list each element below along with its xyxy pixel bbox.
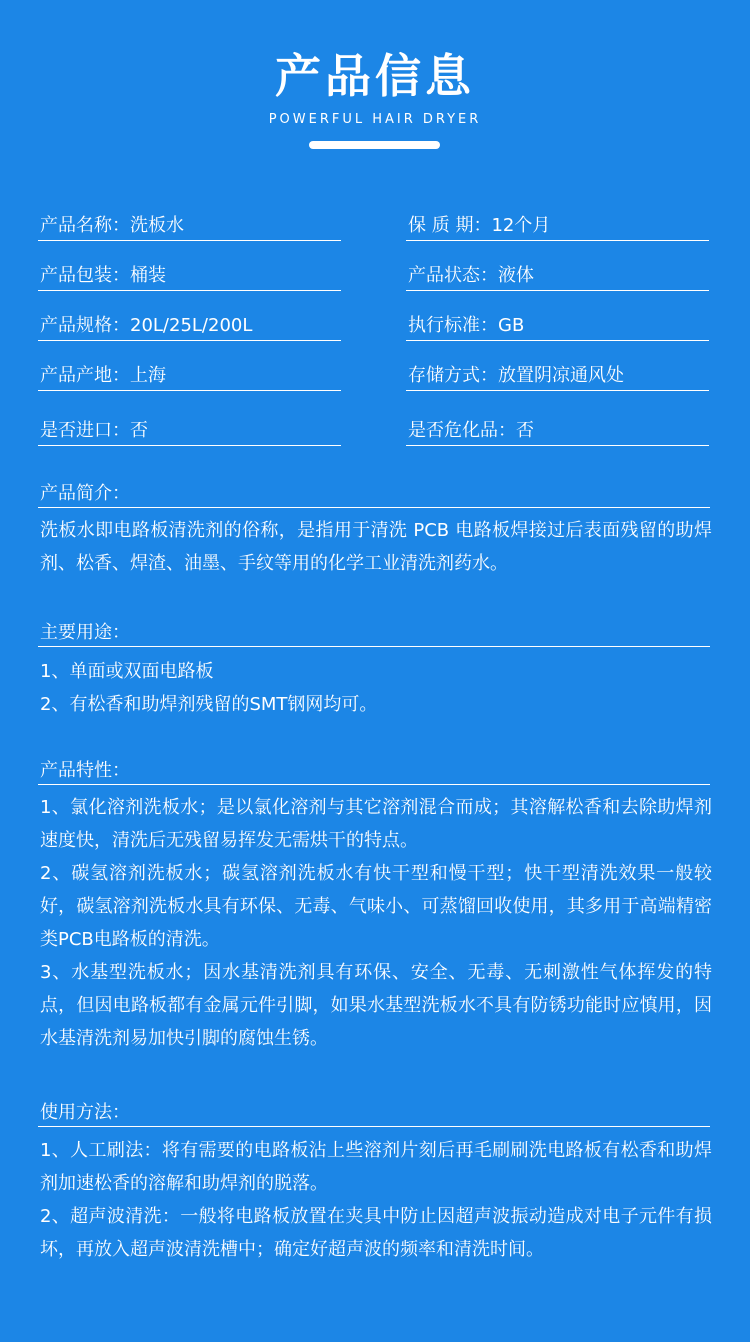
spec-storage: 存储方式：放置阴凉通风处 (406, 362, 709, 391)
features-item: 2、碳氢溶剂洗板水；碳氢溶剂洗板水有快干型和慢干型；快干型清洗效果一般较好，碳氢溶剂洗板水具有环保、无毒、气味小、可蒸馏回收使用，其多用于高端精密类PCB电路板的清洗。 (40, 863, 712, 950)
section-body-uses (40, 655, 712, 721)
section-heading-method: 使用方法： (38, 1100, 710, 1127)
section-body-method (40, 1134, 712, 1266)
section-body-features (40, 791, 712, 1055)
section-heading-features: 产品特性： (38, 758, 710, 785)
intro-paragraph: 洗板水即电路板清洗剂的俗称，是指用于清洗 PCB 电路板焊接过后表面残留的助焊剂、松香、焊渣、油墨、手纹等用的化学工业清洗剂药水。 (40, 520, 712, 574)
title-underline-bar (309, 141, 440, 149)
spec-imported: 是否进口：否 (38, 417, 341, 446)
spec-origin: 产品产地：上海 (38, 362, 341, 391)
page-subtitle: POWERFUL HAIR DRYER (268, 112, 482, 127)
spec-standard: 执行标准：GB (406, 312, 709, 341)
spec-state: 产品状态：液体 (406, 262, 709, 291)
uses-item: 2、有松香和助焊剂残留的SMT钢网均可。 (40, 694, 378, 715)
uses-item: 1、单面或双面电路板 (40, 661, 214, 682)
spec-hazardous: 是否危化品：否 (406, 417, 709, 446)
section-body-intro (40, 514, 712, 580)
section-heading-uses: 主要用途： (38, 620, 710, 647)
features-item: 3、水基型洗板水；因水基清洗剂具有环保、安全、无毒、无刺激性气体挥发的特点，但因电路板都有金属元件引脚，如果水基型洗板水不具有防锈功能时应慎用，因水基清洗剂易加快引脚的腐蚀生锈。 (40, 962, 712, 1049)
method-item: 1、人工刷法：将有需要的电路板沾上些溶剂片刻后再毛刷刷洗电路板有松香和助焊剂加速松香的溶解和助焊剂的脱落。 (40, 1140, 712, 1194)
spec-size: 产品规格：20L/25L/200L (38, 312, 341, 341)
features-item: 1、氯化溶剂洗板水；是以氯化溶剂与其它溶剂混合而成；其溶解松香和去除助焊剂速度快，清洗后无残留易挥发无需烘干的特点。 (40, 797, 712, 851)
method-item: 2、超声波清洗：一般将电路板放置在夹具中防止因超声波振动造成对电子元件有损坏，再放入超声波清洗槽中；确定好超声波的频率和清洗时间。 (40, 1206, 712, 1260)
spec-product-name: 产品名称：洗板水 (38, 212, 341, 241)
spec-shelf-life: 保 质 期：12个月 (406, 212, 709, 241)
page-title: 产品信息 (275, 49, 475, 103)
spec-packaging: 产品包装：桶装 (38, 262, 341, 291)
section-heading-intro: 产品简介： (38, 481, 710, 508)
